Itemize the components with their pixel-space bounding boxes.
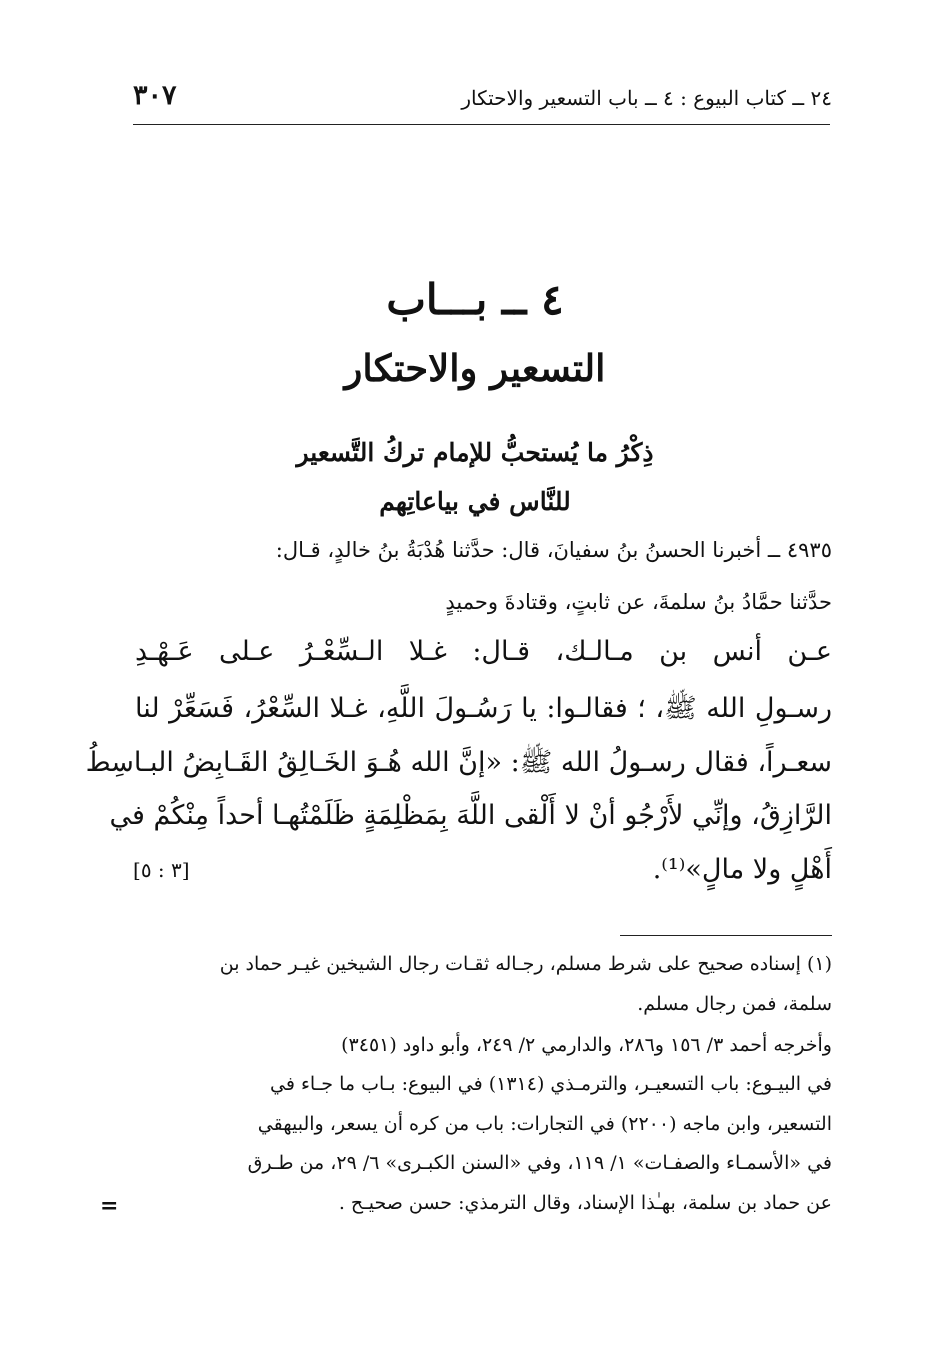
section-heading-line-2: للنَّاس في بياعاتِهم <box>379 487 571 516</box>
chapter-title: التسعير والاحتكار <box>344 346 606 390</box>
footnote-line: التسعير، وابن ماجه (٢٢٠٠) في التجارات: باب من كره أن يسعر، والبيهقي <box>257 1113 832 1135</box>
isnad-line: حدَّثنا حمَّادُ بنُ سلمةَ، عن ثابتٍ، وقتادةَ وحميدٍ <box>445 590 832 614</box>
footnote-line: سلمة، فمن رجال مسلم. <box>637 993 832 1015</box>
chapter-number: ٤ ــ بـــاب <box>386 275 564 324</box>
section-heading-line-1: ذِكْرُ ما يُستحبُّ للإمام تركُ التَّسعير <box>296 438 654 467</box>
hadith-reference: [٣ : ٥] <box>133 858 190 882</box>
footnote-separator <box>620 935 832 936</box>
footnote-line: (١) إسناده صحيح على شرط مسلم، رجـاله ثقـات رجال الشيخين غيـر حماد بن <box>219 953 832 975</box>
footnote-line: في «الأسمـاء والصفـات» ١/ ١١٩، وفي «السنن الكبـرى» ٦/ ٢٩، من طـرق <box>247 1152 832 1174</box>
header-rule <box>133 124 830 125</box>
footnote-line: وأخرجه أحمد ٣/ ١٥٦ و٢٨٦، والدارمي ٢/ ٢٤٩، وأبو داود (٣٤٥١) <box>341 1034 832 1056</box>
page-number: ٣٠٧ <box>133 80 177 111</box>
footnote-line: عن حماد بن سلمة، بهـٰذا الإسناد، وقال الترمذي: حسن صحيـح . <box>338 1192 832 1214</box>
matn-line: الرَّازِقُ، وإنِّي لأَرْجُو أنْ لا أَلْقى اللَّهَ بِمَظْلِمَةٍ ظَلَمْتُهـا أحداً مِنْكُمْ في <box>109 800 832 831</box>
matn-line: أَهْلٍ ولا مالٍ»⁽¹⁾. <box>652 854 832 885</box>
running-head: ٢٤ ــ كتاب البيوع : ٤ ــ باب التسعير والاحتكار <box>461 86 832 110</box>
isnad-line: ٤٩٣٥ ــ أخبرنا الحسنُ بنُ سفيانَ، قال: حدَّثنا هُدْبَةُ بنُ خالدٍ، قـال: <box>275 538 832 562</box>
footnote-line: في البيـوع: باب التسعيـر، والترمـذي (١٣١٤) في البيوع: بـاب ما جـاء في <box>270 1073 832 1095</box>
matn-line: رسـولِ الله ﷺ، ؛ فقالـوا: يا رَسُـولَ اللَّهِ، غـلا السِّعْرُ، فَسَعِّرْ لنا <box>135 693 832 724</box>
matn-line: عـن أنس بن مـالـك، قـال: غـلا الـسِّعْـرُ عـلى عَـهْـدِ <box>135 636 832 667</box>
matn-line: سعـراً، فقال رسـولُ الله ﷺ: «إنَّ الله هُـوَ الخَـالِقُ القَـابِضُ البـاسِطُ <box>85 747 832 778</box>
continuation-mark: = <box>100 1193 119 1219</box>
